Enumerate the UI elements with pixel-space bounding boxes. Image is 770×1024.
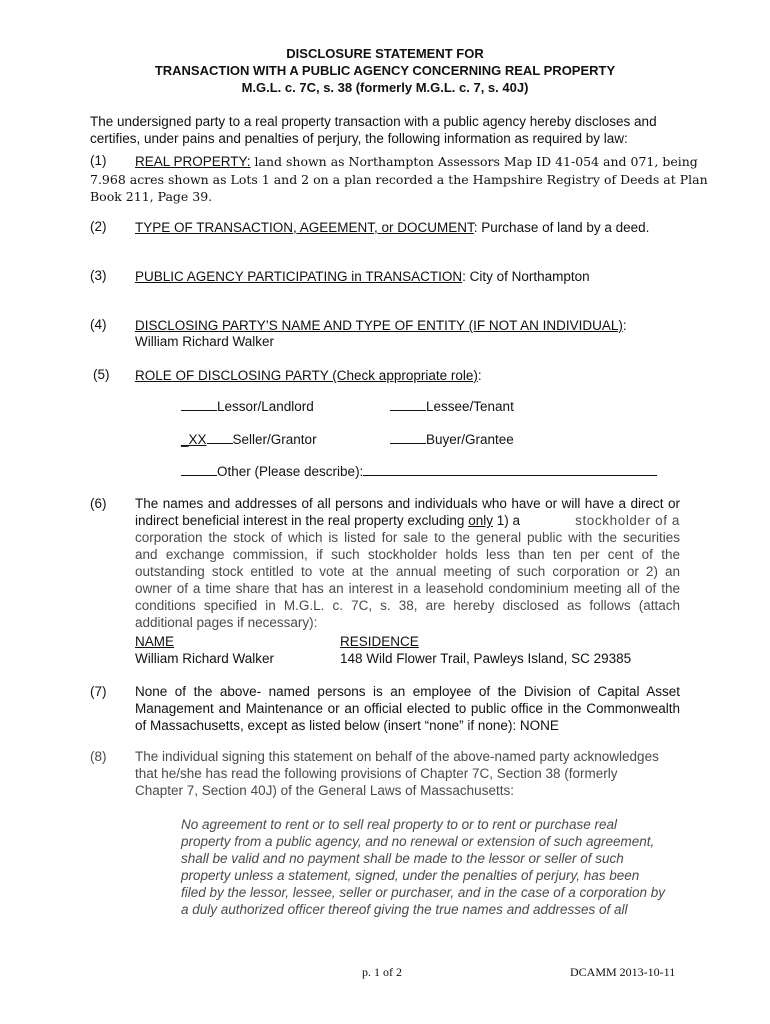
section-4-number: (4): [90, 317, 107, 332]
section-6-line-5: outstanding stock entitled to vote at the annual meeting of such corporation or 2) an: [135, 564, 680, 579]
section-6-line-4: and exchange commission, if such stockholder holds less than ten per cent of the: [135, 547, 680, 562]
party-name: William Richard Walker: [135, 651, 275, 666]
role-lessee-label: Lessee/Tenant: [426, 399, 514, 414]
role-lessee-blank: [390, 398, 426, 411]
section-8-line-1: The individual signing this statement on behalf of the above-named party acknowledges: [135, 749, 659, 764]
section-5-text: [135, 367, 482, 384]
section-8-body: [135, 748, 659, 799]
section-2-number: (2): [90, 219, 107, 234]
section-1-line-2: 7.968 acres shown as Lots 1 and 2 on a plan recorded a the Hampshire Registry of Deeds at Plan: [90, 172, 708, 187]
section-3-value: : City of Northampton: [462, 269, 590, 284]
section-8-number: (8): [90, 749, 107, 764]
quote-line-4: property unless a statement, signed, under the penalties of perjury, has been: [181, 868, 640, 883]
section-7-line-1: None of the above- named persons is an employee of the Division of Capital Asset: [135, 684, 680, 699]
section-6-line-7: conditions specified in M.G.L. c. 7C, s. 38, are hereby disclosed as follows (attach: [135, 598, 680, 613]
section-6-line-1: The names and addresses of all persons and individuals who have or will have a direct or: [135, 496, 680, 511]
name-column-header: NAME: [135, 634, 175, 649]
section-4-label: DISCLOSING PARTY’S NAME AND TYPE OF ENTITY (IF NOT AN INDIVIDUAL): [135, 318, 623, 333]
role-lessor: [181, 398, 314, 415]
role-other-label: Other (Please describe):: [217, 464, 364, 479]
section-2-label: TYPE OF TRANSACTION, AGEEMENT, or DOCUMENT: [135, 220, 474, 235]
section-4-colon: :: [622, 318, 627, 333]
section-2-value: : Purchase of land by a deed.: [473, 220, 650, 235]
role-buyer-label: Buyer/Grantee: [426, 432, 514, 447]
intro-line-1: The undersigned party to a real property transaction with a public agency hereby discloses and: [90, 114, 657, 129]
section-6-line-2-text-a: indirect beneficial interest in the real property excluding: [135, 513, 469, 528]
section-5-number: (5): [93, 367, 110, 382]
section-6-line-2-text-c: stockholder of a: [575, 513, 680, 528]
section-8-line-3: Chapter 7, Section 40J) of the General Laws of Massachusetts:: [135, 783, 514, 798]
section-7-line-2: Management and Maintenance or an official elected to public office in the Commonwealth: [135, 701, 680, 716]
section-7-line-3: of Massachusetts, except as listed below (insert “none” if none): NONE: [135, 718, 559, 733]
section-5-colon: :: [477, 368, 482, 383]
section-6-line-6: owner of a time share that has an interest in a leasehold condominium meeting all of the: [135, 581, 680, 596]
page-number: p. 1 of 2: [362, 965, 402, 979]
section-3-text: [135, 268, 590, 285]
role-other-blank: [181, 463, 217, 476]
section-7-number: (7): [90, 684, 107, 699]
section-8-line-2: that he/she has read the following provisions of Chapter 7C, Section 38 (formerly: [135, 766, 618, 781]
role-other-describe-blank: [363, 463, 657, 476]
title-line-1: DISCLOSURE STATEMENT FOR: [286, 46, 484, 61]
role-seller-mark-text: XX: [188, 432, 207, 447]
quote-line-6: a duly authorized officer thereof giving the true names and addresses of all: [181, 902, 628, 917]
section-6-number: (6): [90, 496, 107, 511]
role-lessee: [390, 398, 514, 415]
section-6-body: [135, 495, 680, 631]
form-id: DCAMM 2013-10-11: [570, 965, 676, 979]
quote-line-3: shall be valid and no payment shall be made to the lessor or seller of such: [181, 851, 624, 866]
section-5-label: ROLE OF DISCLOSING PARTY (Check appropriate role): [135, 368, 478, 383]
section-1-line-1: [135, 152, 698, 171]
title-line-3: M.G.L. c. 7C, s. 38 (formerly M.G.L. c. 7, s. 40J): [241, 80, 529, 95]
section-7-body: [135, 683, 680, 734]
section-1-label: REAL PROPERTY:: [135, 154, 251, 169]
section-1-value: land shown as Northampton Assessors Map ID 41-054 and 071, being: [250, 154, 698, 169]
section-6-line-2-start: [135, 512, 520, 529]
statute-quote: [181, 816, 665, 918]
role-seller: [181, 431, 317, 448]
section-2-text: [135, 219, 649, 236]
role-seller-label: Seller/Grantor: [232, 432, 317, 447]
section-4-text: [135, 317, 627, 334]
party-residence: 148 Wild Flower Trail, Pawleys Island, SC 29385: [340, 651, 632, 666]
section-6-line-2: [135, 512, 680, 529]
role-lessor-label: Lessor/Landlord: [217, 399, 314, 414]
role-buyer-blank: [390, 431, 426, 444]
quote-line-2: property from a public agency, and no renewal or extension of such agreement,: [181, 834, 655, 849]
role-seller-mark: _XX: [181, 432, 207, 447]
role-other: [181, 463, 657, 480]
residence-column-header: RESIDENCE: [340, 634, 419, 649]
section-3-number: (3): [90, 268, 107, 283]
section-6-line-3: corporation the stock of which is listed for sale to the general public with the securities: [135, 530, 680, 545]
title-line-2: TRANSACTION WITH A PUBLIC AGENCY CONCERNING REAL PROPERTY: [154, 63, 616, 78]
section-1-number: (1): [90, 153, 107, 168]
section-3-label: PUBLIC AGENCY PARTICIPATING in TRANSACTION: [135, 269, 463, 284]
quote-line-1: No agreement to rent or to sell real property to or to rent or purchase real: [181, 817, 617, 832]
role-seller-blank: [207, 431, 233, 444]
role-buyer: [390, 431, 514, 448]
section-6-line-2-text-b: 1) a: [492, 513, 520, 528]
section-6-only: only: [468, 513, 493, 528]
intro-line-2: certifies, under pains and penalties of perjury, the following information as required by law:: [90, 131, 628, 146]
role-lessor-blank: [181, 398, 217, 411]
section-4-value: William Richard Walker: [135, 334, 275, 349]
section-1-line-3: Book 211, Page 39.: [90, 189, 213, 204]
section-6-line-8: additional pages if necessary):: [135, 615, 318, 630]
quote-line-5: filed by the lessor, lessee, seller or purchaser, and in the case of a corporation by: [181, 885, 666, 900]
